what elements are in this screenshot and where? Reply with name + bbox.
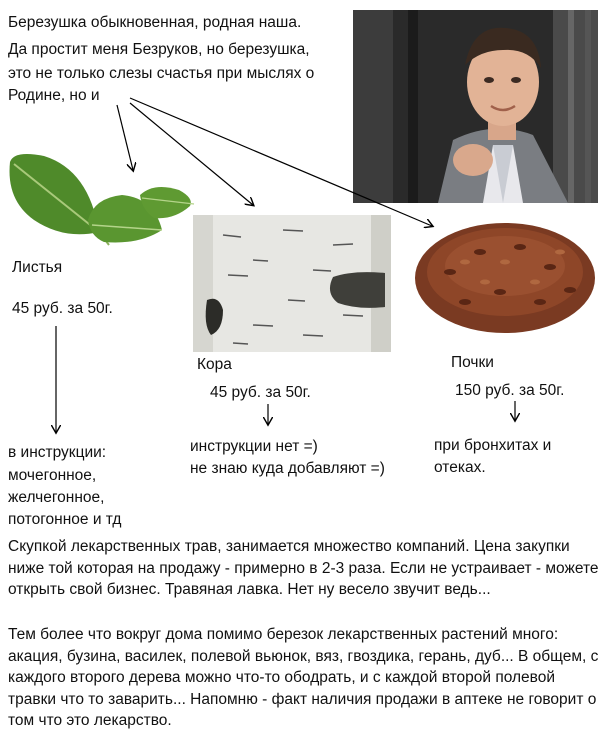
leaves-note-2: мочегонное, [8, 467, 97, 484]
buds-note-1: при бронхитах и [434, 437, 552, 454]
intro-line-1: Березушка обыкновенная, родная наша. [8, 14, 302, 31]
paragraph-herbs: Тем более что вокруг дома помимо березок лекарственных растений много: акация, бузина, василек, полевой вьюнок, вяз, гвоздика, герань, дуб... В общем, с каждого второго дерева можно что-то ободрать, и с каждой второй полевой травки что то заварить... Напомню - факт наличия продажи в аптеке не говорит о том что это лекарство. [8, 626, 599, 729]
bark-note-2: не знаю куда добавляют =) [190, 460, 385, 477]
birch-bark-image [193, 215, 391, 352]
leaves-note-1: в инструкции: [8, 444, 107, 461]
leaves-price: 45 руб. за 50г. [12, 300, 113, 317]
bark-note-1: инструкции нет =) [190, 438, 318, 455]
portrait-photo [353, 10, 598, 203]
paragraph-business: Скупкой лекарственных трав, занимается множество компаний. Цена закупки ниже той которая на продажу - примерно в 2-3 раза. Если не устраивает - можете открыть свой бизнес. Травяная лавка. Нет ну весело звучит ведь... [8, 538, 599, 598]
leaves-note-4: потогонное и тд [8, 511, 122, 528]
leaves-label: Листья [12, 259, 63, 276]
intro-line-2: Да простит меня Безруков, но березушка, [8, 41, 310, 58]
buds-note-2: отеках. [434, 459, 486, 476]
buds-label: Почки [451, 354, 494, 371]
bark-label: Кора [197, 356, 232, 373]
leaves-note-3: желчегонное, [8, 489, 105, 506]
birch-buds-image [410, 212, 600, 340]
bark-price: 45 руб. за 50г. [210, 384, 311, 401]
intro-line-4: Родине, но и [8, 87, 100, 104]
intro-line-3: это не только слезы счастья при мыслях о [8, 65, 315, 82]
birch-leaves-image [4, 150, 196, 255]
buds-price: 150 руб. за 50г. [455, 382, 565, 399]
